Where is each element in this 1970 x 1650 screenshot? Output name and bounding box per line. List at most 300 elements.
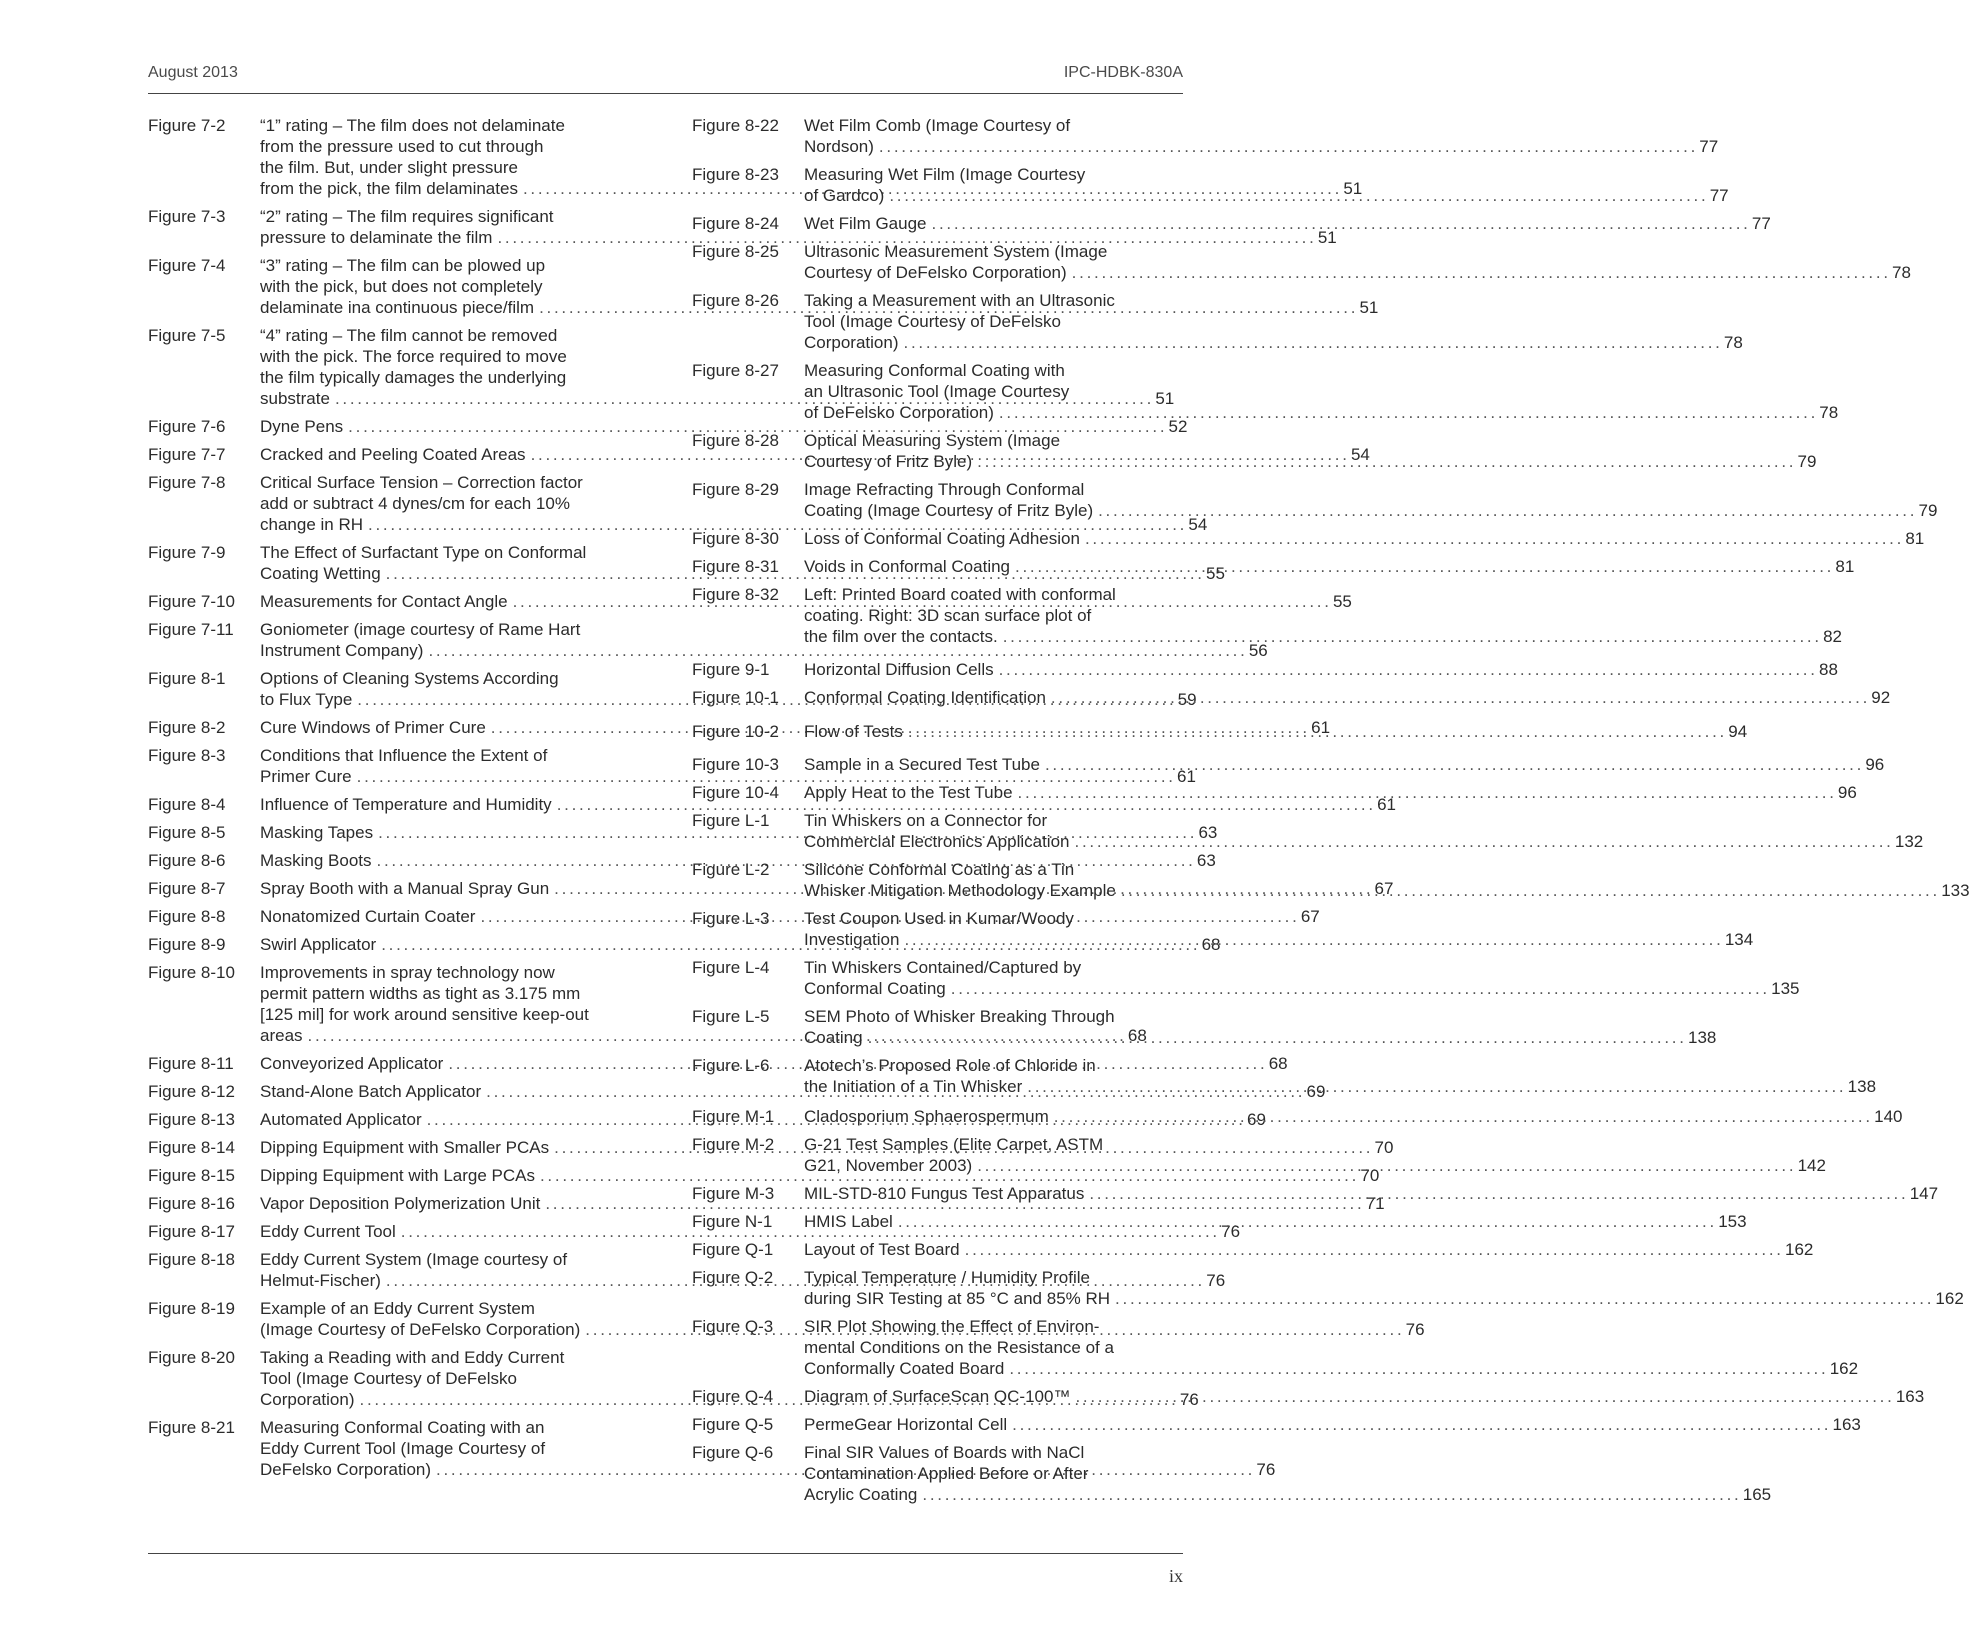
page-ref: 96 (1837, 783, 1857, 802)
dot-leader (1121, 880, 1936, 901)
caption-last-line: PermeGear Horizontal Cell (804, 1415, 1008, 1434)
figure-caption (804, 1211, 1747, 1232)
caption-last-line: Investigation (804, 930, 900, 949)
toc-entry[interactable] (692, 241, 1911, 283)
dot-leader (889, 185, 1704, 206)
caption-last-line: Courtesy of Fritz Byle) (804, 452, 973, 471)
figure-number: Figure 7-4 (148, 256, 226, 275)
caption-text: Image Refracting Through Conformal (804, 480, 1085, 499)
caption-last-line: Cracked and Peeling Coated Areas (260, 445, 526, 464)
figure-caption (804, 584, 1842, 647)
figure-caption (804, 213, 1771, 234)
figure-number: Figure N-1 (692, 1212, 773, 1231)
caption-last-line: Dipping Equipment with Smaller PCAs (260, 1138, 550, 1157)
toc-entry[interactable] (692, 659, 1838, 680)
figure-number: Figure 7-10 (148, 592, 235, 611)
page-ref: 63 (1196, 851, 1216, 870)
toc-entry[interactable] (692, 360, 1839, 423)
caption-text: Tin Whiskers Contained/Captured by (804, 958, 1082, 977)
figure-number: Figure L-1 (692, 811, 770, 830)
page-ref: 135 (1771, 979, 1800, 998)
figure-number: Figure 7-5 (148, 326, 226, 345)
figure-caption (804, 1134, 1826, 1176)
caption-last-line: Coating Wetting (260, 564, 381, 583)
page-ref: 70 (1360, 1166, 1380, 1185)
page-ref: 132 (1894, 832, 1924, 851)
dot-leader (1051, 687, 1866, 708)
figure-number: Figure 8-29 (692, 480, 779, 499)
caption-last-line: Whisker Mitigation Methodology Example (804, 881, 1116, 900)
page-ref: 59 (1177, 690, 1197, 709)
figure-caption (804, 1414, 1861, 1435)
dot-leader (898, 1211, 1713, 1232)
dot-leader (868, 1027, 1683, 1048)
figure-caption (804, 1316, 1858, 1379)
caption-text: Eddy Current System (Image courtesy of (260, 1250, 568, 1269)
figure-number: Figure 8-10 (148, 963, 235, 982)
caption-last-line: Helmut-Fischer) (260, 1271, 381, 1290)
page-ref: 79 (1797, 452, 1817, 471)
caption-last-line: Influence of Temperature and Humidity (260, 795, 552, 814)
figure-number: Figure 8-24 (692, 214, 779, 233)
caption-last-line: G21, November 2003) (804, 1156, 973, 1175)
figure-number: Figure 7-9 (148, 543, 226, 562)
page-ref: 54 (1350, 445, 1370, 464)
page-ref: 94 (1728, 722, 1748, 741)
figure-number: Figure 8-27 (692, 361, 779, 380)
page-ref: 51 (1343, 179, 1363, 198)
caption-last-line: Nonatomized Curtain Coater (260, 907, 476, 926)
figure-number: Figure 7-8 (148, 473, 226, 492)
figure-caption (804, 908, 1753, 950)
dot-leader (1012, 1414, 1827, 1435)
caption-text: G-21 Test Samples (Elite Carpet, ASTM (804, 1135, 1104, 1154)
page-ref: 54 (1188, 515, 1208, 534)
page-ref: 96 (1865, 755, 1885, 774)
caption-last-line: Conformally Coated Board (804, 1359, 1005, 1378)
caption-last-line: Automated Applicator (260, 1110, 422, 1129)
dot-leader (908, 721, 1723, 742)
caption-last-line: Spray Booth with a Manual Spray Gun (260, 879, 550, 898)
caption-last-line: Layout of Test Board (804, 1240, 960, 1259)
page-ref: 51 (1359, 298, 1379, 317)
caption-last-line: the Initiation of a Tin Whisker (804, 1077, 1023, 1096)
toc-entry[interactable] (692, 528, 1925, 549)
figure-number: Figure 8-21 (148, 1418, 235, 1437)
page-ref: 56 (1248, 641, 1268, 660)
caption-text: Final SIR Values of Boards with NaCl Contamination Applied Before or After (804, 1443, 1089, 1483)
page-ref: 140 (1874, 1107, 1903, 1126)
page-ref: 147 (1909, 1184, 1939, 1203)
caption-text: Silicone Conformal Coating as a Tin (804, 860, 1075, 879)
page-ref: 52 (1168, 417, 1188, 436)
caption-last-line: Masking Boots (260, 851, 372, 870)
caption-last-line: Coating (Image Courtesy of Fritz Byle) (804, 501, 1094, 520)
dot-leader (922, 1484, 1737, 1505)
page-ref: 138 (1847, 1077, 1877, 1096)
figure-number: Figure L-4 (692, 958, 770, 977)
caption-last-line: Swirl Applicator (260, 935, 377, 954)
figure-number: Figure 10-1 (692, 688, 779, 707)
caption-last-line: Cure Windows of Primer Cure (260, 718, 486, 737)
figure-number: Figure 8-2 (148, 718, 226, 737)
dot-leader (1054, 1106, 1869, 1127)
caption-last-line: Measurements for Contact Angle (260, 592, 508, 611)
caption-last-line: delaminate ina continuous piece/film (260, 298, 535, 317)
figure-number: Figure 7-3 (148, 207, 226, 226)
page-ref: 68 (1127, 1026, 1147, 1045)
caption-text: Atotech’s Proposed Role of Chloride in (804, 1056, 1096, 1075)
caption-text: “3” rating – The film can be plowed up with the pick, but does not completely (260, 256, 546, 296)
caption-last-line: Loss of Conformal Coating Adhesion (804, 529, 1080, 548)
page-ref: 71 (1365, 1194, 1385, 1213)
dot-leader (1075, 1386, 1890, 1407)
caption-last-line: Acrylic Coating (804, 1485, 918, 1504)
figure-caption (804, 782, 1857, 803)
figure-number: Figure M-2 (692, 1135, 775, 1154)
figure-number: Figure L-6 (692, 1056, 770, 1075)
page-ref: 76 (1206, 1271, 1226, 1290)
page-ref: 92 (1871, 688, 1891, 707)
caption-last-line: Instrument Company) (260, 641, 424, 660)
figure-caption (804, 241, 1911, 283)
caption-text: Conditions that Influence the Extent of (260, 746, 548, 765)
page-ref: 68 (1201, 935, 1221, 954)
figure-caption (804, 754, 1884, 775)
page-ref: 61 (1177, 767, 1196, 786)
caption-last-line: of Gardco) (804, 186, 885, 205)
caption-last-line: from the pick, the film delaminates (260, 179, 518, 198)
caption-last-line: substrate (260, 389, 330, 408)
caption-last-line: HMIS Label (804, 1212, 893, 1231)
dot-leader (1027, 1076, 1842, 1097)
page-ref: 81 (1905, 529, 1925, 548)
page-ref: 162 (1935, 1289, 1964, 1308)
caption-last-line: during SIR Testing at 85 °C and 85% RH (804, 1289, 1111, 1308)
page-ref: 55 (1332, 592, 1352, 611)
page-ref: 163 (1832, 1415, 1861, 1434)
figure-caption (804, 479, 1937, 521)
page-ref: 68 (1268, 1054, 1288, 1073)
dot-leader (1018, 782, 1833, 803)
caption-last-line: (Image Courtesy of DeFelsko Corporation) (260, 1320, 581, 1339)
page-ref: 134 (1724, 930, 1754, 949)
page-ref: 67 (1300, 907, 1320, 926)
dot-leader (977, 1155, 1792, 1176)
figure-number: Figure 8-17 (148, 1222, 235, 1241)
caption-last-line: Conformal Coating (804, 979, 946, 998)
toc-entry[interactable] (148, 416, 1188, 437)
caption-text: SEM Photo of Whisker Breaking Through (804, 1007, 1115, 1026)
figure-number: Figure 8-32 (692, 585, 779, 604)
page-ref: 142 (1797, 1156, 1826, 1175)
dot-leader (965, 1239, 1780, 1260)
figure-number: Figure Q-5 (692, 1415, 774, 1434)
caption-last-line: areas (260, 1026, 303, 1045)
figure-number: Figure L-2 (692, 860, 770, 879)
figure-caption (804, 721, 1747, 742)
caption-last-line: change in RH (260, 515, 364, 534)
caption-text: Tin Whiskers on a Connector for (804, 811, 1048, 830)
toc-entry[interactable] (692, 1414, 1861, 1435)
figure-number: Figure 8-25 (692, 242, 779, 261)
figure-number: Figure 8-8 (148, 907, 226, 926)
figure-number: Figure M-1 (692, 1107, 775, 1126)
toc-entry[interactable] (148, 794, 1396, 815)
figure-number: Figure 8-23 (692, 165, 779, 184)
caption-text: “1” rating – The film does not delaminate from the pressure used to cut through the film. But, under slight pressure (260, 116, 565, 177)
caption-last-line: Vapor Deposition Polymerization Unit (260, 1194, 541, 1213)
figure-caption (804, 1183, 1938, 1204)
figure-number: Figure 7-2 (148, 116, 226, 135)
figure-number: Figure 7-6 (148, 417, 226, 436)
page-ref: 70 (1374, 1138, 1394, 1157)
header-doc-id: IPC-HDBK-830A (1063, 64, 1183, 81)
page-ref: 153 (1718, 1212, 1747, 1231)
caption-last-line: Primer Cure (260, 767, 352, 786)
dot-leader (904, 332, 1719, 353)
figure-number: Figure 8-13 (148, 1110, 235, 1129)
caption-last-line: to Flux Type (260, 690, 353, 709)
dot-leader (932, 213, 1747, 234)
figure-number: Figure 8-6 (148, 851, 226, 870)
figure-caption (804, 1106, 1902, 1127)
dot-leader (951, 978, 1766, 999)
figure-number: Figure 10-2 (692, 722, 779, 741)
caption-last-line: Horizontal Diffusion Cells (804, 660, 994, 679)
figure-number: Figure 8-20 (148, 1348, 235, 1367)
page-ref: 78 (1819, 403, 1839, 422)
figure-number: Figure Q-2 (692, 1268, 774, 1287)
page-ref: 82 (1823, 627, 1842, 646)
dot-leader (999, 659, 1814, 680)
figure-number: Figure 10-4 (692, 783, 779, 802)
caption-text: Taking a Measurement with an Ultrasonic Tool (Image Courtesy of DeFelsko (804, 291, 1115, 331)
dot-leader (1115, 1288, 1930, 1309)
figure-number: Figure 8-15 (148, 1166, 235, 1185)
header-date: August 2013 (148, 64, 238, 81)
caption-text: Critical Surface Tension – Correction factor add or subtract 4 dynes/cm for each 10% (260, 473, 583, 513)
caption-last-line: Wet Film Gauge (804, 214, 927, 233)
figure-number: Figure Q-1 (692, 1240, 774, 1259)
caption-last-line: Sample in a Secured Test Tube (804, 755, 1040, 774)
figure-number: Figure 8-19 (148, 1299, 235, 1318)
page-ref: 67 (1374, 879, 1394, 898)
page-ref: 76 (1256, 1460, 1276, 1479)
page-ref: 133 (1941, 881, 1970, 900)
page-number: ix (1168, 1566, 1183, 1586)
page-ref: 79 (1918, 501, 1938, 520)
figure-caption (804, 164, 1729, 206)
dot-leader (879, 136, 1694, 157)
caption-last-line: Nordson) (804, 137, 874, 156)
toc-entry[interactable] (692, 213, 1771, 234)
figure-caption (804, 1239, 1813, 1260)
figure-caption (804, 659, 1838, 680)
page-ref: 51 (1317, 228, 1337, 247)
page-ref: 77 (1699, 137, 1719, 156)
page-ref: 165 (1742, 1485, 1772, 1504)
caption-text: Goniometer (image courtesy of Rame Hart (260, 620, 581, 639)
figure-number: Figure 7-7 (148, 445, 226, 464)
page-ref: 77 (1709, 186, 1729, 205)
figure-number: Figure 8-12 (148, 1082, 235, 1101)
caption-text: Measuring Wet Film (Image Courtesy (804, 165, 1086, 184)
caption-text: “2” rating – The film requires significant (260, 207, 554, 226)
footer-rule (148, 1553, 1183, 1554)
toc-entry[interactable] (692, 754, 1885, 775)
dot-leader (1045, 754, 1860, 775)
header-rule (148, 93, 1183, 94)
caption-text: The Effect of Surfactant Type on Conformal (260, 543, 587, 562)
caption-last-line: Eddy Current Tool (260, 1222, 396, 1241)
figure-caption (804, 528, 1924, 549)
page-ref: 63 (1198, 823, 1218, 842)
figure-number: Figure L-3 (692, 909, 770, 928)
page-ref: 76 (1221, 1222, 1241, 1241)
toc-entry[interactable] (692, 782, 1857, 803)
figure-caption (804, 810, 1923, 852)
dot-leader (977, 451, 1792, 472)
figure-number: Figure 8-7 (148, 879, 226, 898)
caption-last-line: Flow of Tests (804, 722, 903, 741)
dot-leader (1009, 1358, 1824, 1379)
page-ref: 81 (1835, 557, 1855, 576)
figure-number: Figure L-5 (692, 1007, 770, 1026)
caption-text: Options of Cleaning Systems According (260, 669, 559, 688)
figure-number: Figure 8-28 (692, 431, 779, 450)
page-ref: 163 (1895, 1387, 1925, 1406)
figure-caption (804, 556, 1854, 577)
caption-text: Improvements in spray technology now permit pattern widths as tight as 3.175 mm [125 mil] for work around sensitive keep-out (260, 963, 589, 1024)
figure-number: Figure 9-1 (692, 660, 770, 679)
caption-last-line: MIL-STD-810 Fungus Test Apparatus (804, 1184, 1085, 1203)
caption-last-line: Courtesy of DeFelsko Corporation) (804, 263, 1067, 282)
dot-leader (1085, 528, 1900, 549)
figure-number: Figure Q-6 (692, 1443, 774, 1462)
dot-leader (1015, 556, 1830, 577)
caption-text: SIR Plot Showing the Effect of Environ- mental Conditions on the Resistance of a (804, 1317, 1114, 1357)
caption-text: Optical Measuring System (Image (804, 431, 1061, 450)
toc-entry[interactable] (692, 115, 1719, 157)
figure-caption (804, 1006, 1716, 1048)
figure-number: Figure Q-3 (692, 1317, 774, 1336)
figure-caption (804, 360, 1838, 423)
dot-leader (999, 402, 1814, 423)
caption-last-line: Commercial Electronics Application (804, 832, 1070, 851)
page-ref: 69 (1306, 1082, 1326, 1101)
figure-number: Figure 10-3 (692, 755, 779, 774)
figure-number: Figure 8-16 (148, 1194, 235, 1213)
dot-leader (1075, 831, 1890, 852)
dot-leader (1003, 626, 1818, 647)
page-ref: 76 (1405, 1320, 1425, 1339)
figure-number: Figure 8-31 (692, 557, 779, 576)
figure-number: Figure 8-14 (148, 1138, 235, 1157)
caption-text: “4” rating – The film cannot be removed with the pick. The force required to move the film typically damages the underlying (260, 326, 567, 387)
dot-leader (1098, 500, 1913, 521)
caption-last-line: Corporation) (260, 1390, 355, 1409)
caption-text: Taking a Reading with and Eddy Current Tool (Image Courtesy of DeFelsko (260, 1348, 565, 1388)
toc-entry[interactable] (692, 1006, 1717, 1048)
figure-number: Figure 8-26 (692, 291, 779, 310)
dot-leader (904, 929, 1719, 950)
page-ref: 77 (1751, 214, 1771, 233)
caption-last-line: Dipping Equipment with Large PCAs (260, 1166, 535, 1185)
caption-last-line: DeFelsko Corporation) (260, 1460, 432, 1479)
figure-number: Figure 8-22 (692, 116, 779, 135)
page-ref: 88 (1818, 660, 1838, 679)
toc-entry[interactable] (692, 1239, 1814, 1260)
caption-text: Measuring Conformal Coating with an Ultrasonic Tool (Image Courtesy (804, 361, 1070, 401)
figure-number: Figure 8-1 (148, 669, 226, 688)
caption-last-line: Apply Heat to the Test Tube (804, 783, 1013, 802)
figure-number: Figure 8-3 (148, 746, 226, 765)
figure-caption (804, 290, 1743, 353)
caption-text: Measuring Conformal Coating with an Eddy Current Tool (Image Courtesy of (260, 1418, 546, 1458)
page-ref: 69 (1246, 1110, 1266, 1129)
toc-entry[interactable] (692, 479, 1938, 521)
figure-number: Figure M-3 (692, 1184, 775, 1203)
figure-caption (804, 1442, 1771, 1505)
caption-last-line: pressure to delaminate the film (260, 228, 493, 247)
figure-caption (804, 1055, 1876, 1097)
dot-leader (1072, 262, 1887, 283)
figure-number: Figure 8-11 (148, 1054, 234, 1073)
figure-number: Figure 8-5 (148, 823, 226, 842)
page-ref: 78 (1723, 333, 1743, 352)
caption-last-line: Diagram of SurfaceScan QC-100™ (804, 1387, 1071, 1406)
figure-number: Figure 8-4 (148, 795, 226, 814)
caption-text: Ultrasonic Measurement System (Image (804, 242, 1108, 261)
figure-caption (804, 687, 1890, 708)
figure-caption (804, 1267, 1964, 1309)
page-ref: 138 (1687, 1028, 1717, 1047)
caption-last-line: Conveyorized Applicator (260, 1054, 444, 1073)
figure-caption (804, 430, 1816, 472)
figure-number: Figure 7-11 (148, 620, 234, 639)
caption-last-line: of DeFelsko Corporation) (804, 403, 994, 422)
page-ref: 61 (1377, 795, 1396, 814)
figure-caption (804, 859, 1970, 901)
figure-number: Figure 8-18 (148, 1250, 235, 1269)
page-ref: 162 (1829, 1359, 1859, 1378)
figure-number: Figure 8-30 (692, 529, 779, 548)
caption-text: Left: Printed Board coated with conformal coating. Right: 3D scan surface plot of (804, 585, 1116, 625)
caption-last-line: Cladosporium Sphaerospermum (804, 1107, 1049, 1126)
page-ref: 78 (1892, 263, 1911, 282)
caption-text: Test Coupon Used in Kumar/Woody (804, 909, 1074, 928)
caption-last-line: Voids in Conformal Coating (804, 557, 1011, 576)
figure-number: Figure Q-4 (692, 1387, 774, 1406)
figure-caption (804, 1386, 1924, 1407)
page-ref: 55 (1206, 564, 1225, 583)
figure-number: Figure 8-9 (148, 935, 226, 954)
caption-last-line: Masking Tapes (260, 823, 374, 842)
page-ref: 61 (1311, 718, 1331, 737)
toc-entry[interactable] (692, 957, 1800, 999)
caption-last-line: Dyne Pens (260, 417, 344, 436)
caption-last-line: Coating (804, 1028, 863, 1047)
caption-text: Example of an Eddy Current System (260, 1299, 535, 1318)
page-ref: 162 (1785, 1240, 1814, 1259)
dot-leader (1089, 1183, 1904, 1204)
caption-last-line: the film over the contacts. (804, 627, 998, 646)
figure-caption (804, 115, 1718, 157)
caption-last-line: Corporation) (804, 333, 899, 352)
figure-caption (804, 957, 1800, 999)
page-ref: 51 (1155, 389, 1175, 408)
